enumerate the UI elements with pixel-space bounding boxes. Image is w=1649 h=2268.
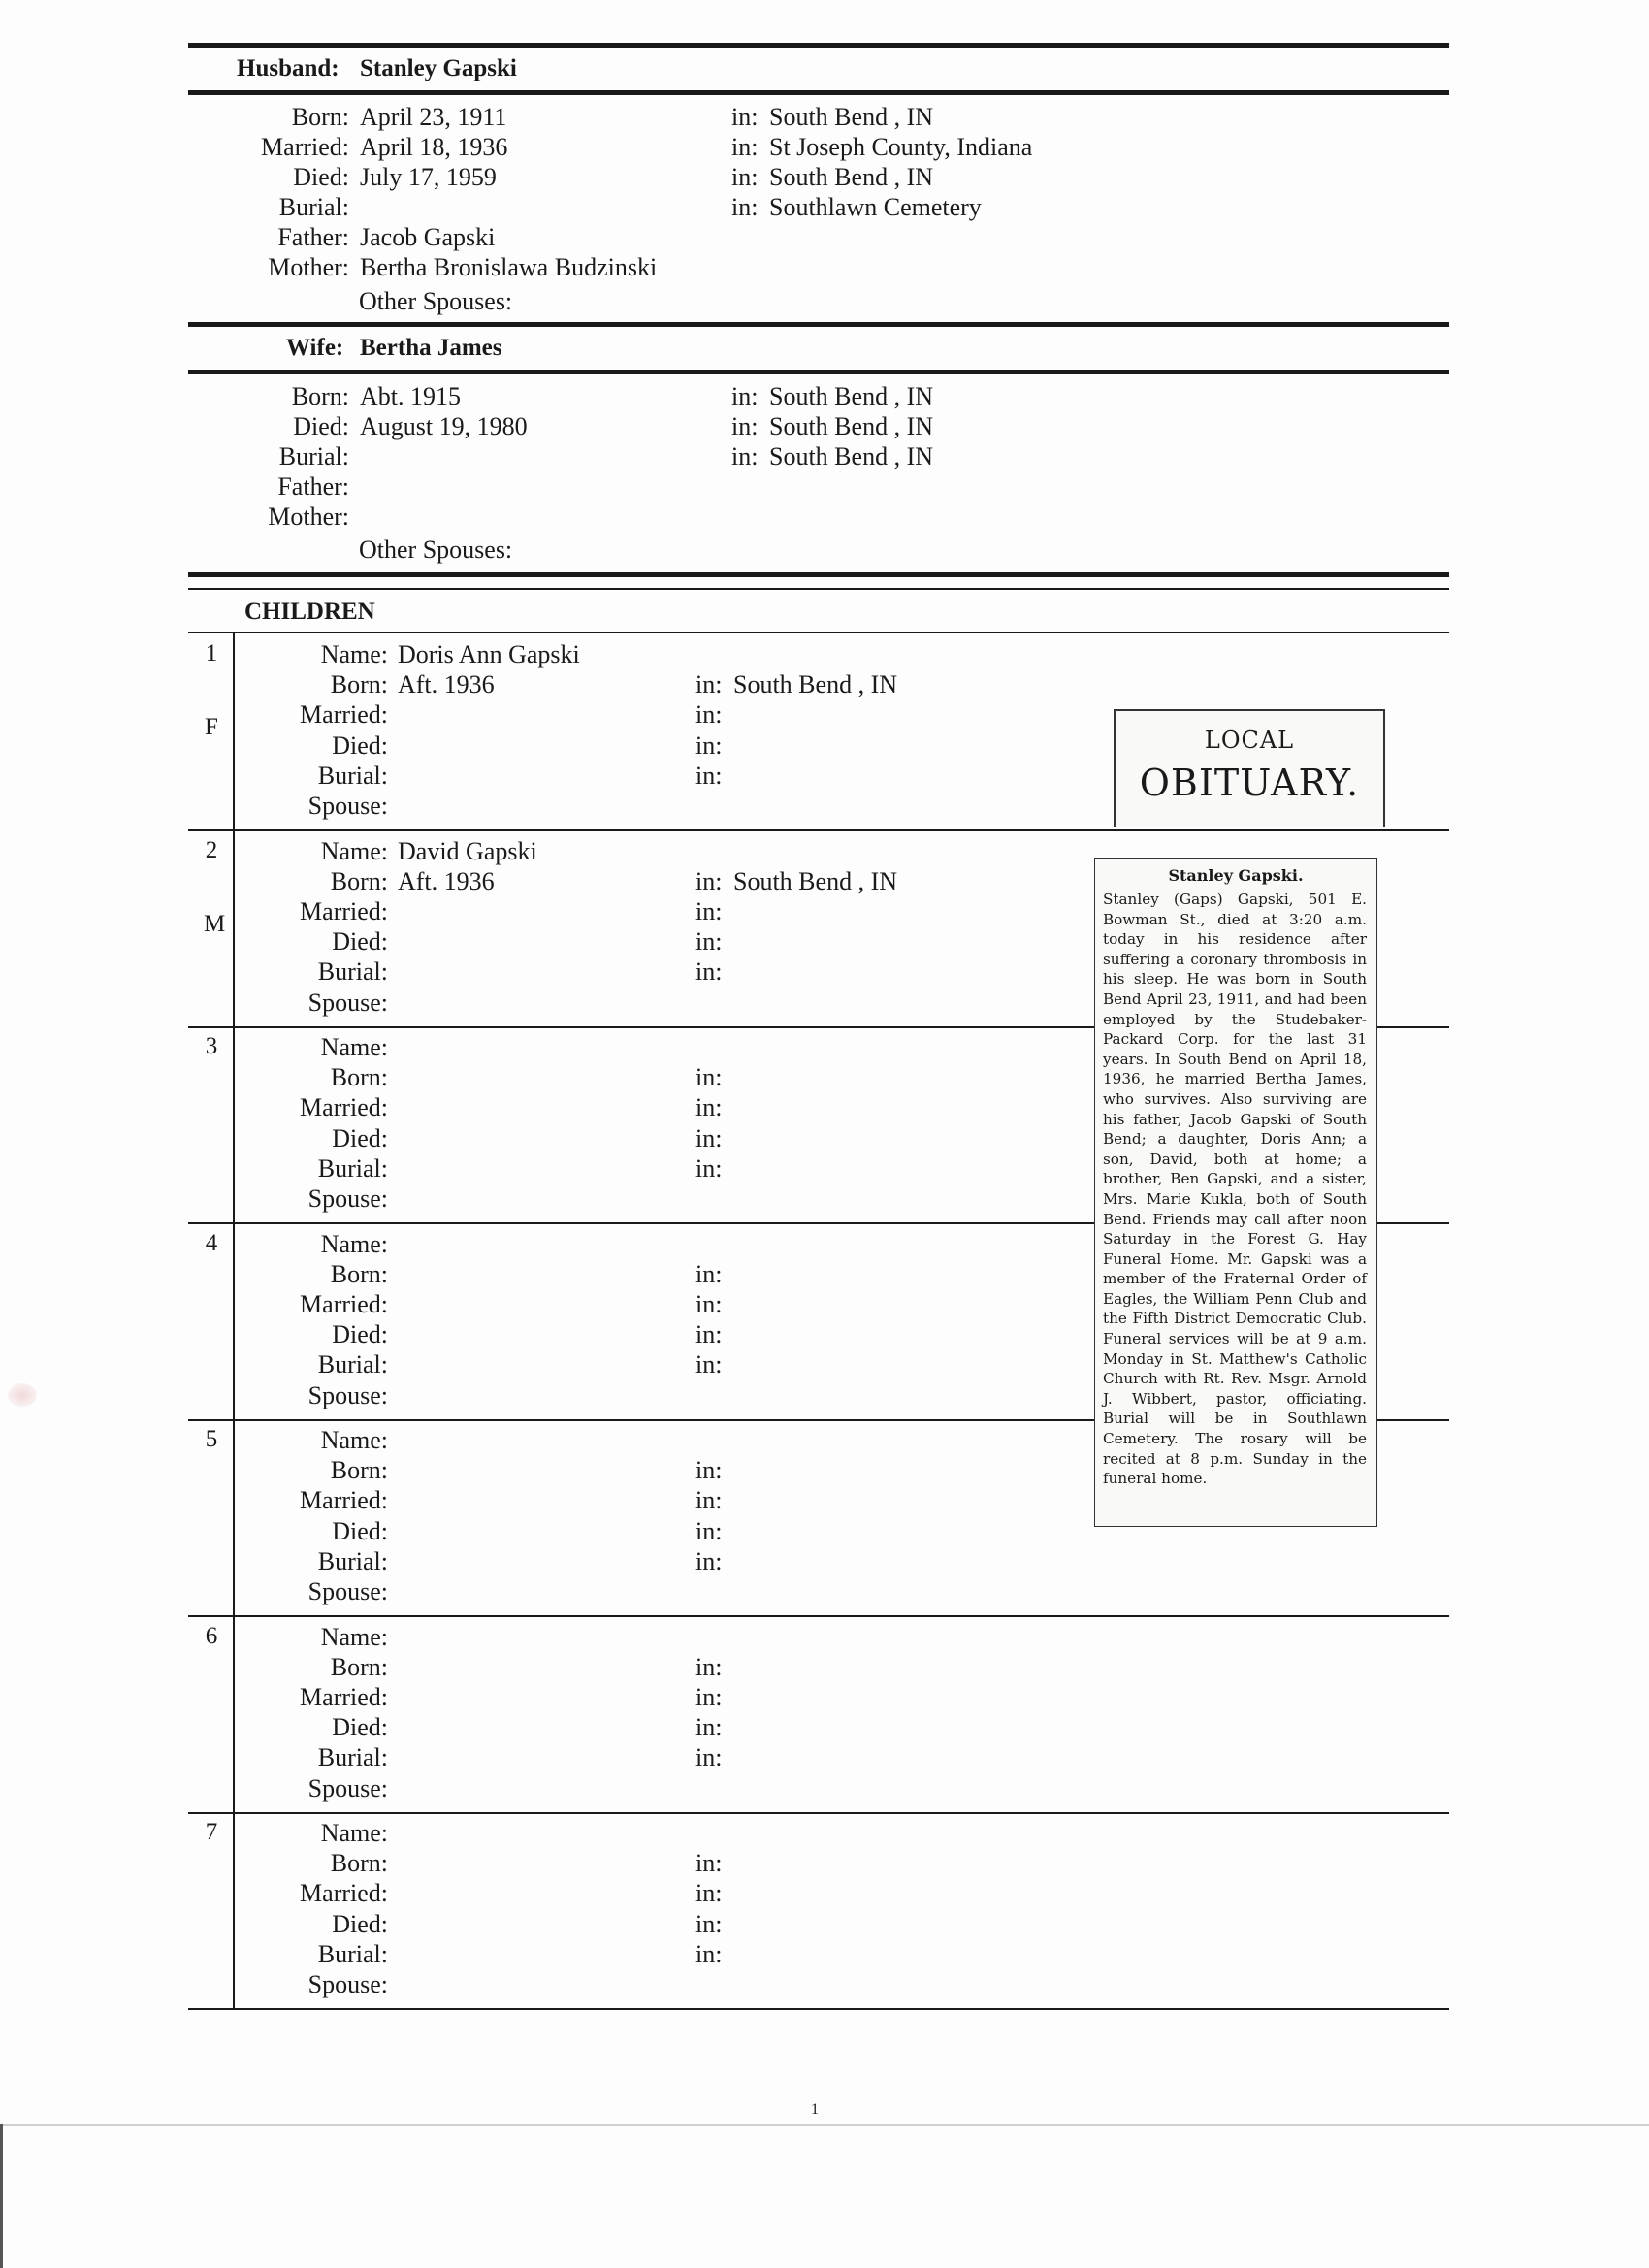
clipping-local-label: LOCAL — [1204, 727, 1295, 754]
child-burial-in: in: — [695, 1546, 723, 1575]
husband-top-rule — [188, 43, 1449, 48]
children-top-rule-2 — [188, 588, 1449, 590]
child-spouse-label: Spouse: — [307, 1970, 388, 1998]
wife-field-label: Mother: — [268, 502, 349, 531]
child-died-in: in: — [695, 1516, 723, 1545]
wife-bottom-rule — [188, 370, 1449, 374]
child-burial-label: Burial: — [317, 1743, 388, 1772]
child-row-separator — [188, 829, 1449, 831]
child-married-in: in: — [695, 1486, 723, 1515]
wife-other-spouses: Other Spouses: — [359, 535, 513, 564]
child-burial-label: Burial: — [317, 1153, 388, 1183]
child-name-label: Name: — [320, 836, 388, 865]
child-born-place: South Bend , IN — [733, 866, 897, 895]
child-burial-in: in: — [695, 1939, 723, 1968]
child-died-label: Died: — [332, 1516, 388, 1545]
child-born-label: Born: — [330, 1849, 388, 1878]
child-number: 5 — [205, 1426, 218, 1452]
child-died-label: Died: — [332, 1320, 388, 1349]
child-number: 4 — [205, 1229, 218, 1256]
child-married-in: in: — [695, 700, 723, 729]
husband-field-label: Mother: — [268, 253, 349, 281]
children-heading-rule — [188, 632, 1449, 633]
child-married-in: in: — [695, 896, 723, 925]
husband-field-in: in: — [731, 163, 759, 191]
child-died-in: in: — [695, 1123, 723, 1152]
husband-field-in: in: — [731, 103, 759, 131]
child-name-label: Name: — [320, 1622, 388, 1651]
husband-field-value: April 23, 1911 — [360, 103, 507, 131]
child-spouse-label: Spouse: — [307, 988, 388, 1017]
child-died-in: in: — [695, 730, 723, 760]
husband-header-label: Husband: — [237, 55, 340, 81]
child-born: Aft. 1936 — [398, 670, 495, 699]
child-sex: F — [205, 714, 218, 740]
child-spouse-label: Spouse: — [307, 792, 388, 820]
child-burial-in: in: — [695, 1743, 723, 1772]
child-born-in: in: — [695, 1456, 723, 1485]
wife-field-value: August 19, 1980 — [360, 412, 528, 440]
child-number: 7 — [205, 1819, 218, 1845]
child-died-label: Died: — [332, 730, 388, 760]
wife-header-label: Wife: — [286, 335, 344, 361]
clipping-obituary-label: OBITUARY. — [1139, 761, 1360, 804]
child-burial-in: in: — [695, 957, 723, 987]
obituary-title: Stanley Gapski. — [1168, 866, 1304, 885]
child-born-label: Born: — [330, 1063, 388, 1092]
scan-smudge — [8, 1383, 37, 1407]
child-row-separator — [188, 2008, 1449, 2010]
child-name-label: Name: — [320, 1426, 388, 1454]
husband-field-value: Jacob Gapski — [360, 223, 496, 251]
child-born-place: South Bend , IN — [733, 670, 897, 699]
child-spouse-label: Spouse: — [307, 1577, 388, 1605]
child-born-in: in: — [695, 1259, 723, 1288]
husband-field-label: Burial: — [278, 193, 349, 221]
wife-field-label: Father: — [277, 472, 349, 501]
child-spouse-label: Spouse: — [307, 1773, 388, 1802]
husband-name: Stanley Gapski — [360, 55, 517, 81]
child-born-in: in: — [695, 1063, 723, 1092]
child-name: David Gapski — [398, 836, 537, 865]
child-died-in: in: — [695, 1909, 723, 1938]
child-died-label: Died: — [332, 927, 388, 956]
child-married-label: Married: — [300, 896, 388, 925]
child-born-in: in: — [695, 1849, 723, 1878]
child-burial-label: Burial: — [317, 761, 388, 790]
wife-field-place: South Bend , IN — [769, 382, 933, 410]
child-name-label: Name: — [320, 1033, 388, 1061]
husband-field-place: Southlawn Cemetery — [769, 193, 982, 221]
child-number: 6 — [205, 1622, 218, 1649]
child-married-label: Married: — [300, 1879, 388, 1908]
child-name-label: Name: — [320, 1819, 388, 1847]
child-born-label: Born: — [330, 866, 388, 895]
husband-field-place: South Bend , IN — [769, 163, 933, 191]
scan-edge-left — [0, 2124, 3, 2268]
child-died-label: Died: — [332, 1713, 388, 1742]
local-obituary-header-clipping — [1114, 709, 1385, 827]
wife-field-value: Abt. 1915 — [360, 382, 461, 410]
child-name-label: Name: — [320, 1229, 388, 1258]
child-born-label: Born: — [330, 1652, 388, 1681]
obituary-clipping — [1094, 858, 1377, 1527]
husband-other-spouses: Other Spouses: — [359, 287, 513, 315]
husband-field-value: Bertha Bronislawa Budzinski — [360, 253, 658, 281]
wife-field-label: Burial: — [278, 442, 349, 470]
child-married-label: Married: — [300, 1289, 388, 1318]
husband-field-place: South Bend , IN — [769, 103, 933, 131]
child-burial-label: Burial: — [317, 1350, 388, 1379]
wife-field-place: South Bend , IN — [769, 412, 933, 440]
wife-field-in: in: — [731, 442, 759, 470]
husband-bottom-rule — [188, 90, 1449, 95]
child-born-label: Born: — [330, 670, 388, 699]
child-row-separator — [188, 1812, 1449, 1814]
child-spouse-label: Spouse: — [307, 1184, 388, 1213]
wife-name: Bertha James — [360, 335, 502, 361]
child-died-in: in: — [695, 1713, 723, 1742]
child-died-label: Died: — [332, 1909, 388, 1938]
child-burial-in: in: — [695, 761, 723, 790]
obituary-text: Stanley (Gaps) Gapski, 501 E. Bowman St., died at 3:20 a.m. today in his residence after suffering a coronary thrombosis in his sleep. He was born in South Bend April 23, 1911, and had been employed by the Studebaker-Packard Corp. for the last 31 years. In South Bend on April 18, 1936, he married Bertha James, who survives. Also surviving are his father, Jacob Gapski of South Bend; a daughter, Doris Ann; a son, David, both at home; a brother, Ben Gapski, and a sister, Mrs. Marie Kukla, both of South Bend. Friends may call after noon Saturday in the Forest G. Hay Funeral Home. Mr. Gapski was a member of the Fraternal Order of Eagles, the William Penn Club and the Fifth District Democratic Club. Funeral services will be at 9 a.m. Monday in St. Matthew's Catholic Church with Rt. Rev. Msgr. Arnold J. Wibbert, pastor, officiating. Burial will be in Southlawn Cemetery. The rosary will be recited at 8 p.m. Sunday in the funeral home. — [1103, 891, 1367, 1488]
child-died-label: Died: — [332, 1123, 388, 1152]
wife-field-place: South Bend , IN — [769, 442, 933, 470]
wife-top-rule — [188, 322, 1449, 327]
child-married-in: in: — [695, 1093, 723, 1122]
page-number: 1 — [811, 2101, 819, 2118]
child-married-label: Married: — [300, 1093, 388, 1122]
child-number: 1 — [205, 640, 218, 666]
child-burial-label: Burial: — [317, 1939, 388, 1968]
child-born-in: in: — [695, 670, 723, 699]
child-number: 2 — [205, 836, 218, 863]
child-burial-in: in: — [695, 1153, 723, 1183]
wife-field-label: Died: — [293, 412, 349, 440]
child-died-in: in: — [695, 1320, 723, 1349]
children-heading: CHILDREN — [244, 599, 375, 625]
husband-field-label: Married: — [261, 133, 349, 161]
child-burial-in: in: — [695, 1350, 723, 1379]
child-died-in: in: — [695, 927, 723, 956]
husband-field-label: Father: — [277, 223, 349, 251]
scan-edge — [0, 2124, 1649, 2126]
child-spouse-label: Spouse: — [307, 1380, 388, 1409]
husband-field-label: Born: — [291, 103, 349, 131]
child-married-label: Married: — [300, 1486, 388, 1515]
husband-field-in: in: — [731, 193, 759, 221]
child-name: Doris Ann Gapski — [398, 640, 580, 668]
child-row-separator — [188, 1615, 1449, 1617]
child-sex: M — [204, 910, 226, 937]
wife-field-in: in: — [731, 412, 759, 440]
child-married-label: Married: — [300, 1682, 388, 1711]
child-born-in: in: — [695, 866, 723, 895]
wife-field-label: Born: — [291, 382, 349, 410]
child-name-label: Name: — [320, 640, 388, 668]
husband-field-value: July 17, 1959 — [360, 163, 497, 191]
child-burial-label: Burial: — [317, 957, 388, 987]
wife-field-in: in: — [731, 382, 759, 410]
child-married-in: in: — [695, 1682, 723, 1711]
child-married-label: Married: — [300, 700, 388, 729]
husband-field-value: April 18, 1936 — [360, 133, 508, 161]
husband-field-in: in: — [731, 133, 759, 161]
children-top-rule — [188, 572, 1449, 577]
husband-field-label: Died: — [293, 163, 349, 191]
child-number: 3 — [205, 1033, 218, 1059]
child-born-label: Born: — [330, 1259, 388, 1288]
child-born-in: in: — [695, 1652, 723, 1681]
child-married-in: in: — [695, 1289, 723, 1318]
child-born: Aft. 1936 — [398, 866, 495, 895]
child-married-in: in: — [695, 1879, 723, 1908]
child-burial-label: Burial: — [317, 1546, 388, 1575]
child-born-label: Born: — [330, 1456, 388, 1485]
husband-field-place: St Joseph County, Indiana — [769, 133, 1033, 161]
